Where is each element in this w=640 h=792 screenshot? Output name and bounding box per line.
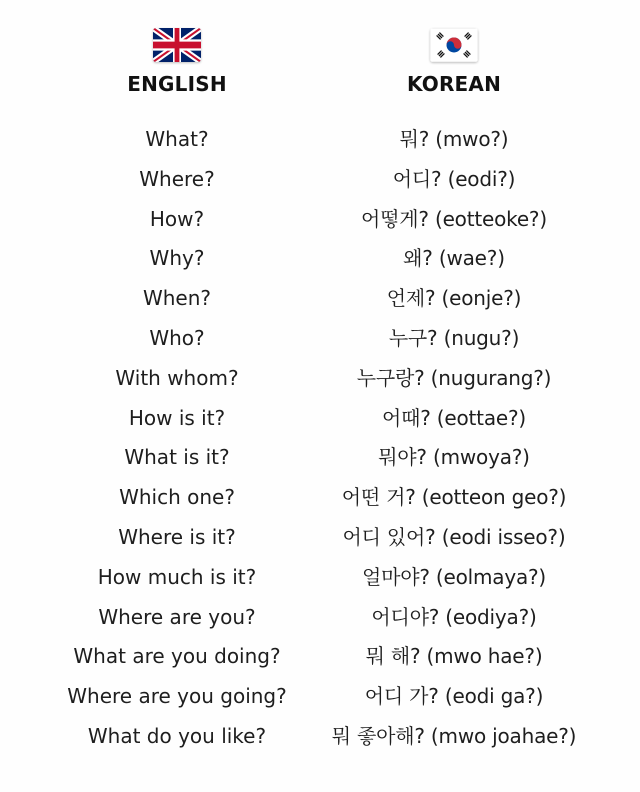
english-phrase: Where is it? [118,524,236,549]
english-phrase: What are you doing? [73,644,281,669]
english-phrase: How is it? [128,405,226,430]
korean-phrase: 누구? (nugu?) [388,325,520,350]
english-phrase: How much is it? [97,564,257,589]
korean-phrase: 뭐? (mwo?) [399,127,509,151]
korean-phrase: 뭐 해? (mwo hae?) [365,644,543,669]
korean-phrase: 누구랑? (nugurang?) [356,365,552,390]
english-phrase: Where? [139,166,215,191]
korean-phrase: 어떤 거? (eotteon geo?) [341,485,567,510]
korean-phrase: 어디 가? (eodi ga?) [364,684,544,709]
english-phrase: How? [149,206,205,231]
korean-header: KOREAN [406,72,502,96]
english-phrase: What? [145,127,209,151]
korean-phrase: 얼마야? (eolmaya?) [361,564,547,589]
english-phrase: What is it? [124,445,230,470]
korean-phrase: 뭐야? (mwoya?) [378,445,530,470]
korean-phrase-list [294,120,614,757]
english-phrase: What do you like? [87,723,267,748]
korean-phrase: 뭐 좋아해? (mwo joahae?) [331,723,577,748]
english-phrase: Where are you going? [67,684,287,709]
english-phrase-list [17,120,337,757]
korean-phrase: 왜? (wae?) [403,246,505,271]
english-phrase: Which one? [119,485,235,510]
english-header: ENGLISH [127,72,227,96]
english-phrase: Why? [149,246,205,271]
korean-phrase: 어떻게? (eotteoke?) [361,206,547,231]
uk-flag-icon [153,28,201,62]
korean-phrase: 어디 있어? (eodi isseo?) [342,524,566,549]
english-phrase: With whom? [115,365,239,390]
korean-phrase: 어디? (eodi?) [392,166,516,191]
english-phrase: When? [142,286,212,311]
english-phrase: Who? [149,325,205,350]
korean-phrase: 어때? (eottae?) [381,405,527,430]
korean-phrase: 어디야? (eodiya?) [371,604,537,629]
english-phrase: Where are you? [98,604,256,629]
korean-phrase: 언제? (eonje?) [386,286,522,311]
south-korea-flag-icon [430,28,478,62]
